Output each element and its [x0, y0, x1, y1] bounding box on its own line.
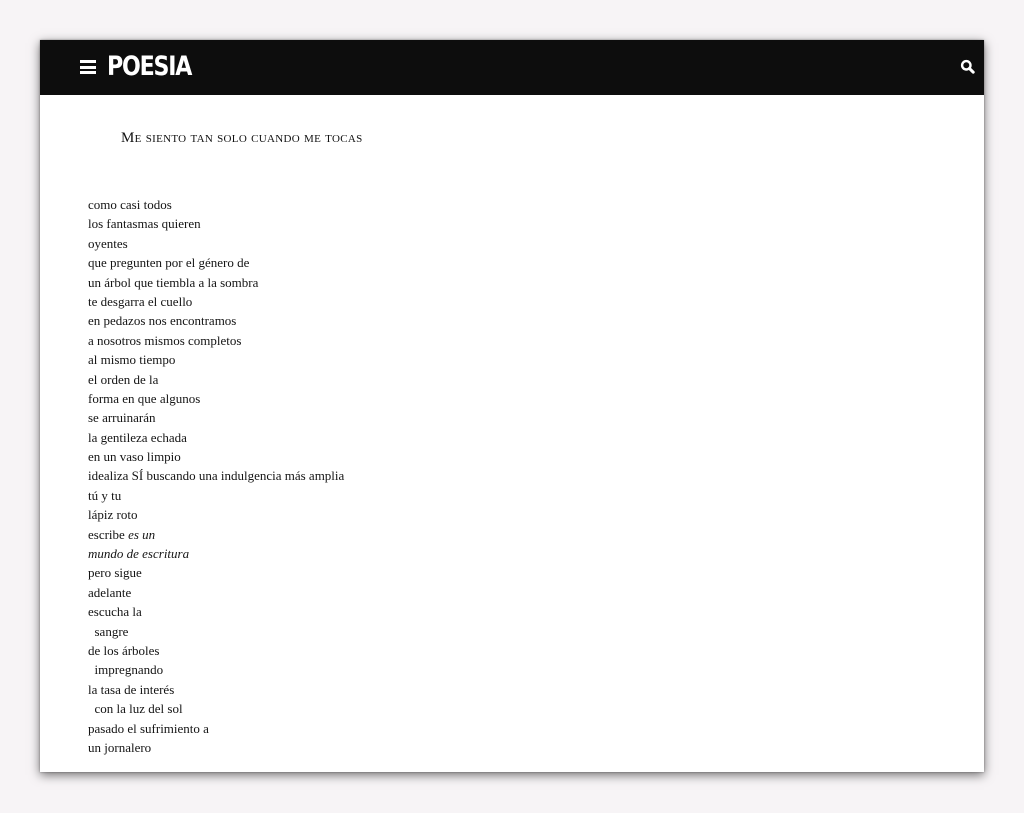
- poem-line-text: un jornalero: [88, 739, 152, 755]
- poem-line: [88, 544, 344, 563]
- poem-line: [88, 311, 344, 330]
- menu-bar-bottom: [80, 71, 96, 74]
- poem-line-text: idealiza SÍ buscando una indulgencia más amplia: [88, 468, 345, 484]
- poem-line-text: los fantasmas quieren: [88, 216, 201, 232]
- poem-line: [88, 563, 344, 582]
- poem-line-text: en un vaso limpio: [88, 449, 181, 465]
- poem-line: [88, 505, 344, 524]
- poem-line-text: el orden de la: [88, 371, 159, 387]
- poem-line: [88, 699, 344, 718]
- poem-line: [88, 370, 344, 389]
- poem-line-text: al mismo tiempo: [88, 352, 176, 368]
- poem-line-italic: mundo de escritura: [88, 546, 190, 562]
- poem-line: [88, 253, 344, 272]
- poem-line: [88, 622, 344, 641]
- search-icon[interactable]: [960, 59, 976, 75]
- poem-line: [88, 389, 344, 408]
- poem-line: [88, 195, 344, 214]
- poem-line-text: adelante: [88, 584, 132, 600]
- poem-line-text: de los árboles: [88, 642, 160, 658]
- poem-line: [88, 350, 344, 369]
- poem-line-text: en pedazos nos encontramos: [88, 313, 237, 329]
- poem-line: [88, 719, 344, 738]
- poem-line: [88, 214, 344, 233]
- poem-line: [88, 641, 344, 660]
- poem-line: [88, 292, 344, 311]
- poem-line: [88, 602, 344, 621]
- poem-line-text: pasado el sufrimiento a: [88, 720, 209, 736]
- site-logo[interactable]: POESIA: [107, 51, 192, 82]
- poem-line-text: como casi todos: [88, 197, 172, 212]
- poem-line-text: oyentes: [88, 235, 128, 251]
- poem-line-text: impregnando: [88, 662, 164, 678]
- browser-page: [40, 40, 984, 772]
- poem-line: [88, 273, 344, 292]
- poem-line-text: con la luz del sol: [88, 701, 183, 717]
- site-header: [40, 40, 984, 95]
- poem-line-text: que pregunten por el género de: [88, 255, 250, 271]
- poem-line: [88, 525, 344, 544]
- poem-line: [88, 447, 344, 466]
- poem-line-text: escribe: [88, 526, 129, 542]
- poem-line: [88, 331, 344, 350]
- poem-line: [88, 428, 344, 447]
- menu-bar-middle: [80, 66, 96, 69]
- poem-line: [88, 466, 344, 485]
- poem-line-text: pero sigue: [88, 565, 142, 581]
- poem-line: [88, 738, 344, 757]
- poem-line: [88, 680, 344, 699]
- poem-line-text: lápiz roto: [88, 507, 138, 523]
- poem-line-text: sangre: [88, 623, 129, 639]
- poem-title: Me siento tan solo cuando me tocas: [121, 130, 363, 146]
- poem-line: [88, 234, 344, 253]
- poem-line: [88, 486, 344, 505]
- poem-line-text: forma en que algunos: [88, 390, 201, 406]
- poem-line-text: la gentileza echada: [88, 429, 187, 445]
- poem-line: [88, 660, 344, 679]
- hamburger-menu-icon[interactable]: [80, 60, 96, 74]
- poem-line-text: un árbol que tiembla a la sombra: [88, 274, 259, 290]
- poem-body: [88, 195, 344, 757]
- poem-line-text: a nosotros mismos completos: [88, 332, 242, 348]
- poem-line-text: escucha la: [88, 604, 142, 620]
- poem-line: [88, 408, 344, 427]
- poem-line: [88, 583, 344, 602]
- poem-line-text: tú y tu: [88, 487, 122, 503]
- menu-bar-top: [80, 60, 96, 63]
- poem-line-text: la tasa de interés: [88, 681, 175, 697]
- poem-line-text: te desgarra el cuello: [88, 293, 193, 309]
- poem-line-text: se arruinarán: [88, 410, 156, 426]
- poem-line-italic: es un: [128, 526, 156, 542]
